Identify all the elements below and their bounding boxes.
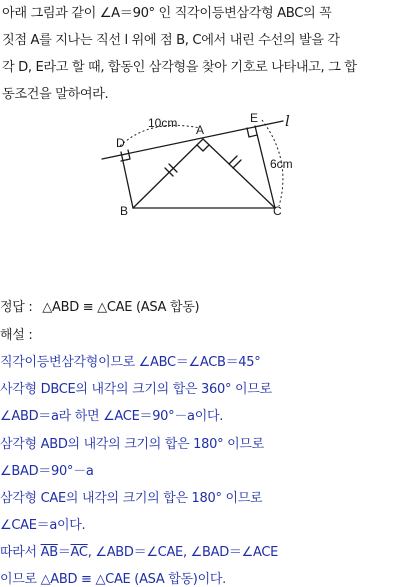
label-e: E — [250, 111, 259, 125]
explanation-label: 해설 : — [0, 328, 33, 343]
explanation-line-7: ∠CAE＝a이다. — [0, 518, 86, 533]
problem-line-3: 각 D, E라고 할 때, 합동인 삼각형을 찾아 기호로 나타내고, 그 합 — [2, 60, 357, 75]
tick-ac-1 — [229, 156, 237, 164]
label-c: C — [273, 204, 282, 218]
explanation-line-5: ∠BAD＝90°－a — [0, 464, 94, 479]
label-line-l: l — [285, 112, 290, 130]
explanation-line-6: 삼각형 CAE의 내각의 크기의 합은 180° 이므로 — [0, 491, 263, 506]
explanation-line-9: 이므로 △ABD ≡ △CAE (ASA 합동)이다. — [0, 572, 226, 587]
segment-ab — [133, 139, 203, 208]
answer-value: △ABD ≡ △CAE (ASA 합동) — [42, 300, 200, 315]
explanation-line-4: 삼각형 ABD의 내각의 크기의 합은 180° 이므로 — [0, 437, 264, 452]
final-prefix: 따라서 — [0, 545, 41, 560]
segment-ac — [203, 139, 275, 208]
explanation-line-8 — [0, 541, 278, 560]
explanation-line-3: ∠ABD＝a라 하면 ∠ACE＝90°－a이다. — [0, 409, 224, 424]
explanation-line-1: 직각이등변삼각형이므로 ∠ABC＝∠ACB＝45° — [0, 355, 261, 370]
answer-label: 정답 : — [0, 300, 33, 315]
final-rest: , ∠ABD＝∠CAE, ∠BAD＝∠ACE — [87, 545, 279, 560]
explanation-line-2: 사각형 DBCE의 내각의 크기의 합은 360° 이므로 — [0, 382, 272, 397]
problem-line-1: 아래 그림과 같이 ∠A＝90° 인 직각이등변삼각형 ABC의 꼭 — [2, 6, 332, 21]
problem-line-2: 짓점 A를 지나는 직선 l 위에 점 B, C에서 내린 수선의 발을 각 — [2, 33, 340, 48]
segment-ac-text: $\overline{AC}$ — [70, 545, 88, 560]
right-angle-a — [197, 145, 209, 151]
label-d: D — [116, 136, 125, 150]
label-a: A — [196, 123, 205, 137]
segment-ab-text: $\overline{AB}$ — [40, 545, 58, 560]
tick-ac-2 — [233, 160, 241, 168]
problem-statement — [2, 0, 398, 108]
label-6cm: 6cm — [270, 157, 293, 171]
answer-line — [0, 296, 199, 315]
problem-line-4: 동조건을 말하여라. — [2, 87, 109, 102]
triangle-figure — [0, 100, 400, 220]
final-eq: ＝ — [57, 545, 71, 560]
label-10cm: 10cm — [148, 116, 178, 130]
label-b: B — [120, 204, 129, 218]
